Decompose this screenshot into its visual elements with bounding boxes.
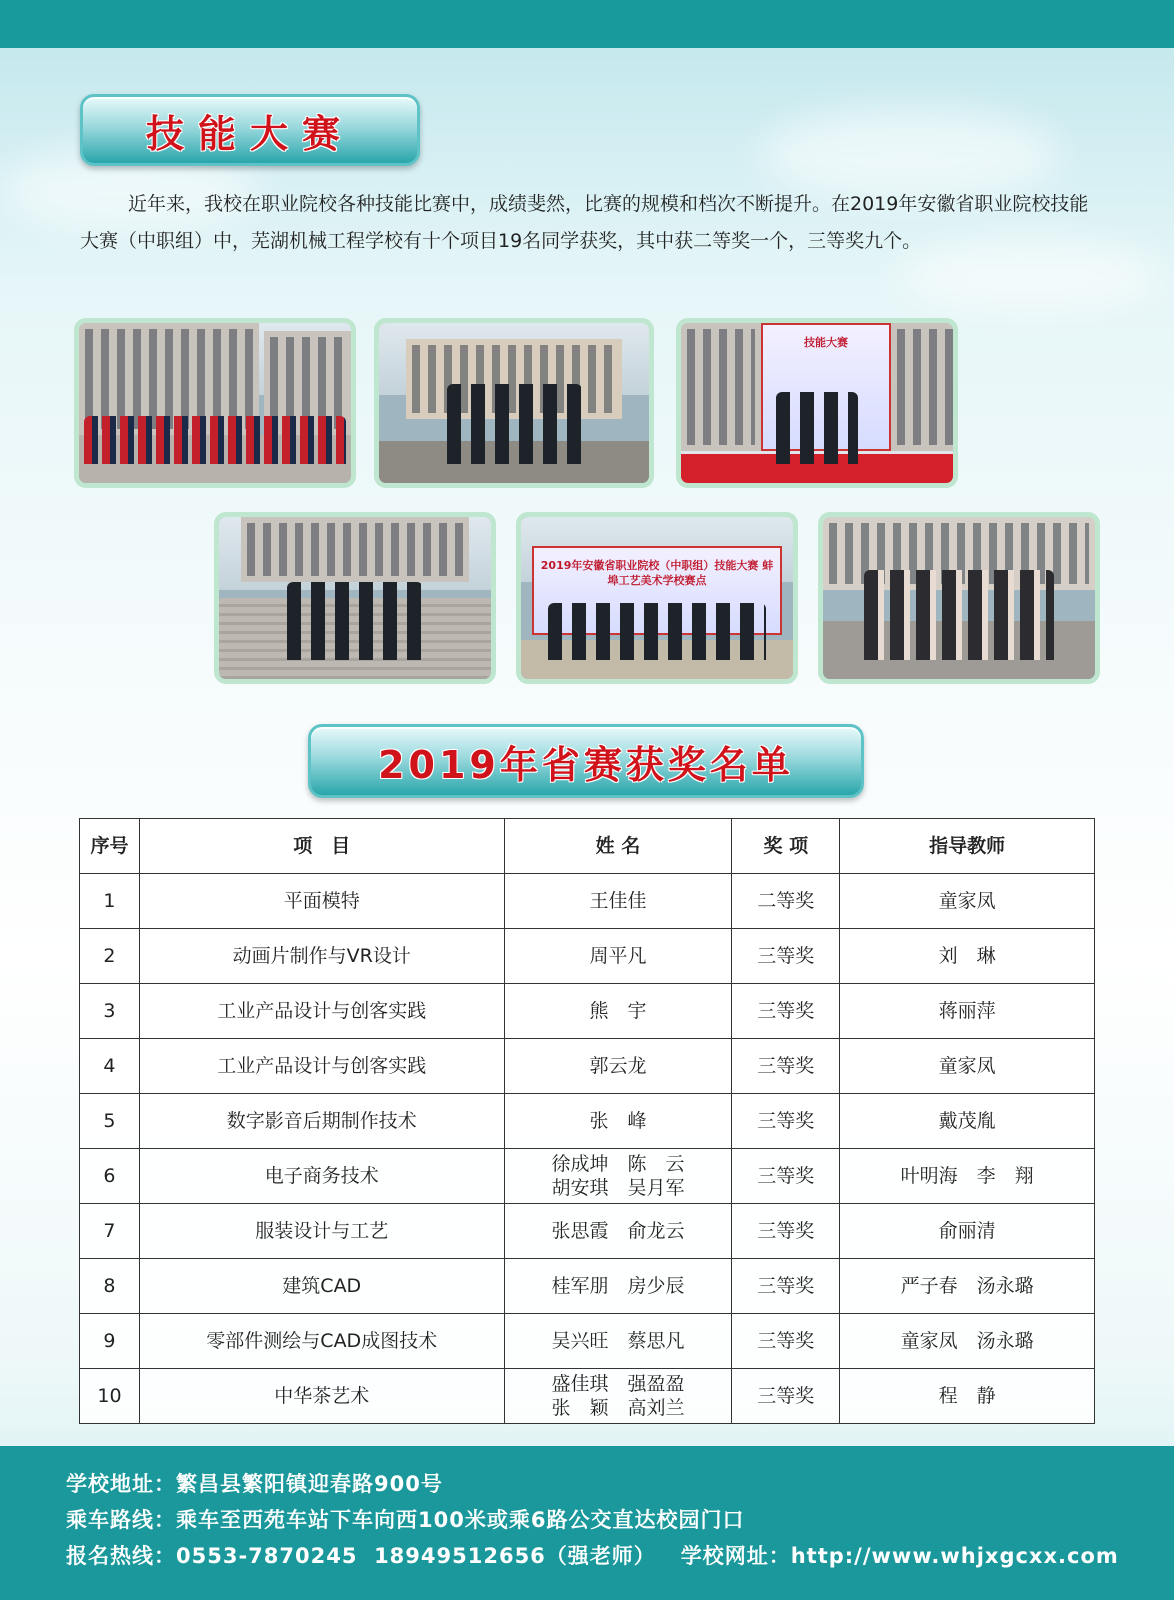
cell-project-text: 服装设计与工艺 [255, 1220, 389, 1242]
cell-project [139, 1369, 504, 1424]
cell-award-text: 二等奖 [757, 890, 815, 912]
cell-name [504, 1369, 732, 1424]
cell-index [80, 929, 140, 984]
footer-address: 学校地址：繁昌县繁阳镇迎春路900号 [66, 1472, 443, 1496]
cell-award [732, 984, 840, 1039]
header-teacher: 指导教师 [840, 819, 1095, 874]
cell-teacher-text: 俞丽清 [938, 1220, 996, 1242]
cell-index [80, 874, 140, 929]
cell-award-text: 三等奖 [757, 1110, 815, 1132]
cell-index-text: 9 [103, 1330, 116, 1352]
cell-index [80, 1314, 140, 1369]
cell-teacher [840, 984, 1095, 1039]
cell-teacher [840, 1314, 1095, 1369]
table-row [80, 1039, 1095, 1094]
cell-project-text: 动画片制作与VR设计 [232, 945, 411, 967]
cell-award [732, 874, 840, 929]
cell-teacher-text: 戴茂胤 [938, 1110, 996, 1132]
table-row [80, 1149, 1095, 1204]
cell-name [504, 1204, 732, 1259]
cell-teacher-text: 刘 琳 [938, 945, 996, 967]
cell-teacher [840, 929, 1095, 984]
table-row [80, 874, 1095, 929]
cell-teacher [840, 874, 1095, 929]
header-award: 奖 项 [732, 819, 840, 874]
cell-index-text: 7 [103, 1220, 116, 1242]
cell-name [504, 1149, 732, 1204]
cell-project-text: 中华茶艺术 [274, 1385, 370, 1407]
cell-teacher-text: 蒋丽萍 [938, 1000, 996, 1022]
cell-award-text: 三等奖 [757, 1165, 815, 1187]
table-row [80, 1094, 1095, 1149]
cell-name-text: 周平凡 [589, 945, 647, 967]
cell-award-text: 三等奖 [757, 1055, 815, 1077]
cell-teacher [840, 1259, 1095, 1314]
cell-project [139, 929, 504, 984]
cell-teacher-text: 童家凤 [938, 890, 996, 912]
cell-award-text: 三等奖 [757, 1385, 815, 1407]
cell-project-text: 平面模特 [283, 890, 360, 912]
cell-project [139, 1259, 504, 1314]
cell-award [732, 1204, 840, 1259]
cell-project-text: 工业产品设计与创客实践 [217, 1000, 427, 1022]
footer-route: 乘车路线：乘车至西苑车站下车向西100米或乘6路公交直达校园门口 [66, 1508, 745, 1532]
footer [0, 1446, 1174, 1600]
section-title-text: 技能大赛 [145, 111, 354, 156]
cell-teacher [840, 1039, 1095, 1094]
cell-award [732, 1314, 840, 1369]
award-table [79, 818, 1095, 1424]
cell-teacher [840, 1094, 1095, 1149]
cell-name [504, 1039, 732, 1094]
cell-index-text: 3 [103, 1000, 116, 1022]
banner-text: 2019年安徽省职业院校（中职组）技能大赛 蚌埠工艺美术学校赛点 [540, 559, 774, 588]
cell-name [504, 874, 732, 929]
cell-index-text: 8 [103, 1275, 116, 1297]
cell-name [504, 984, 732, 1039]
cell-teacher-text: 叶明海 李 翔 [900, 1165, 1034, 1187]
cell-project [139, 1314, 504, 1369]
cell-index-text: 6 [103, 1165, 116, 1187]
header-project: 项 目 [139, 819, 504, 874]
cell-teacher [840, 1149, 1095, 1204]
section-title-award-list [308, 724, 864, 798]
table-row [80, 1369, 1095, 1424]
cell-project-text: 工业产品设计与创客实践 [217, 1055, 427, 1077]
cell-teacher-text: 童家凤 汤永璐 [900, 1330, 1034, 1352]
cell-index [80, 1369, 140, 1424]
cell-award-text: 三等奖 [757, 1000, 815, 1022]
photo-venue-banner [516, 512, 798, 684]
cell-name-text: 张思霞 俞龙云 [551, 1220, 685, 1242]
header-name: 姓 名 [504, 819, 732, 874]
cell-index-text: 2 [103, 945, 116, 967]
footer-hotline: 报名热线：0553-7870245 18949512656（强老师） 学校网址：http://www.whjxgcxx.com [66, 1544, 1119, 1568]
cell-name-text: 王佳佳 [589, 890, 647, 912]
section-title-text: 2019年省赛获奖名单 [378, 742, 794, 787]
cell-award [732, 1259, 840, 1314]
cell-project [139, 1204, 504, 1259]
cell-project-text: 电子商务技术 [264, 1165, 379, 1187]
photo-stairs-group [214, 512, 496, 684]
cell-name-text: 徐成坤 陈 云 胡安琪 吴月军 [551, 1153, 685, 1199]
cell-award [732, 1149, 840, 1204]
cell-award-text: 三等奖 [757, 1330, 815, 1352]
cell-project [139, 874, 504, 929]
cell-name-text: 吴兴旺 蔡思凡 [551, 1330, 685, 1352]
cell-name-text: 盛佳琪 强盈盈 张 颖 高刘兰 [551, 1373, 685, 1419]
cell-award-text: 三等奖 [757, 1220, 815, 1242]
cell-award-text: 三等奖 [757, 945, 815, 967]
cell-project [139, 1039, 504, 1094]
cell-index [80, 1259, 140, 1314]
table-row [80, 1314, 1095, 1369]
cell-index-text: 5 [103, 1110, 116, 1132]
photo-competition-backdrop [676, 318, 958, 488]
table-header-row [80, 819, 1095, 874]
cell-teacher-text: 严子春 汤永璐 [900, 1275, 1034, 1297]
cell-award [732, 1039, 840, 1094]
cell-index [80, 1094, 140, 1149]
section-title-skills [80, 94, 420, 166]
photo-opening-ceremony [74, 318, 356, 488]
cell-name [504, 1094, 732, 1149]
table-row [80, 1204, 1095, 1259]
cell-award [732, 929, 840, 984]
cell-project [139, 1149, 504, 1204]
cell-project-text: 数字影音后期制作技术 [226, 1110, 417, 1132]
intro-paragraph: 近年来，我校在职业院校各种技能比赛中，成绩斐然，比赛的规模和档次不断提升。在2019年安徽省职业院校技能大赛（中职组）中，芜湖机械工程学校有十个项目19名同学获奖，其中获二等奖一个，三等奖九个。 [80, 193, 1089, 252]
cell-index [80, 1149, 140, 1204]
cell-index [80, 1204, 140, 1259]
cell-award [732, 1369, 840, 1424]
cell-project-text: 零部件测绘与CAD成图技术 [206, 1330, 438, 1352]
cell-name [504, 1314, 732, 1369]
cell-name [504, 1259, 732, 1314]
cell-project-text: 建筑CAD [282, 1275, 362, 1297]
table-row [80, 929, 1095, 984]
cell-index [80, 1039, 140, 1094]
cell-teacher-text: 童家凤 [938, 1055, 996, 1077]
cell-index-text: 4 [103, 1055, 116, 1077]
cell-index-text: 1 [103, 890, 116, 912]
cell-teacher-text: 程 静 [938, 1385, 996, 1407]
cell-award [732, 1094, 840, 1149]
cell-name-text: 桂军朋 房少辰 [551, 1275, 685, 1297]
cell-award-text: 三等奖 [757, 1275, 815, 1297]
table-row [80, 984, 1095, 1039]
header-index: 序号 [80, 819, 140, 874]
photo-teachers-group [818, 512, 1100, 684]
cell-project [139, 1094, 504, 1149]
cell-name-text: 郭云龙 [589, 1055, 647, 1077]
cell-teacher [840, 1204, 1095, 1259]
table-row [80, 1259, 1095, 1314]
cell-name-text: 熊 宇 [589, 1000, 647, 1022]
cell-name-text: 张 峰 [589, 1110, 647, 1132]
cell-project [139, 984, 504, 1039]
photo-campus-gate-group [374, 318, 654, 488]
banner-text: 技能大赛 [804, 336, 848, 349]
cell-teacher [840, 1369, 1095, 1424]
cell-index-text: 10 [97, 1385, 122, 1407]
cell-name [504, 929, 732, 984]
top-band [0, 0, 1174, 48]
cell-index [80, 984, 140, 1039]
